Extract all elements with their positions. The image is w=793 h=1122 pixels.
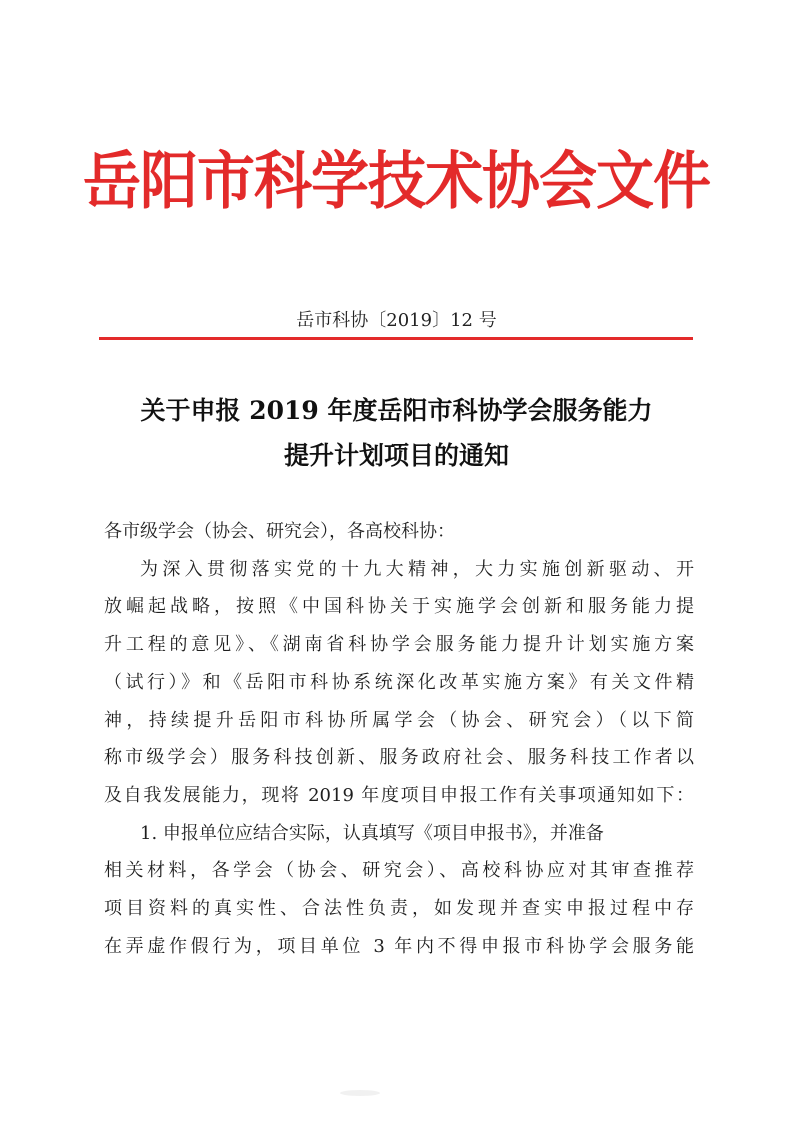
document-number: 岳市科协〔2019〕12 号	[296, 310, 497, 331]
agency-header-title: 岳阳市科学技术协会文件	[82, 144, 710, 218]
body-line: 升工程的意见》、《湖南省科协学会服务能力提升计划实施方案	[104, 634, 694, 656]
body-line: 在弄虚作假行为，项目单位 3 年内不得申报市科协学会服务能	[104, 935, 694, 957]
body-line: 相关材料，各学会（协会、研究会）、高校科协应对其审查推荐	[104, 860, 694, 882]
notice-title	[90, 388, 703, 478]
red-divider-line	[99, 337, 693, 340]
notice-title-line: 关于申报 2019 年度岳阳市科协学会服务能力	[140, 396, 653, 425]
body-line: 1. 申报单位应结合实际，认真填写《项目申报书》，并准备	[140, 822, 604, 844]
body-line: 称市级学会）服务科技创新、服务政府社会、服务科技工作者以	[104, 747, 694, 769]
body-line: 为深入贯彻落实党的十九大精神，大力实施创新驱动、开	[140, 558, 694, 580]
scan-smudge	[340, 1090, 380, 1096]
salutation: 各市级学会（协会、研究会），各高校科协：	[104, 521, 455, 542]
notice-body	[104, 513, 694, 965]
body-line: 放崛起战略，按照《中国科协关于实施学会创新和服务能力提	[104, 596, 694, 618]
body-line: （试行）》和《岳阳市科协系统深化改革实施方案》有关文件精	[104, 671, 694, 693]
body-line: 项目资料的真实性、合法性负责，如发现并查实申报过程中存	[104, 898, 694, 920]
body-line: 神，持续提升岳阳市科协所属学会（协会、研究会）（以下简	[104, 709, 694, 731]
body-line: 及自我发展能力，现将 2019 年度项目申报工作有关事项通知如下：	[104, 784, 694, 806]
notice-title-line: 提升计划项目的通知	[283, 441, 509, 470]
